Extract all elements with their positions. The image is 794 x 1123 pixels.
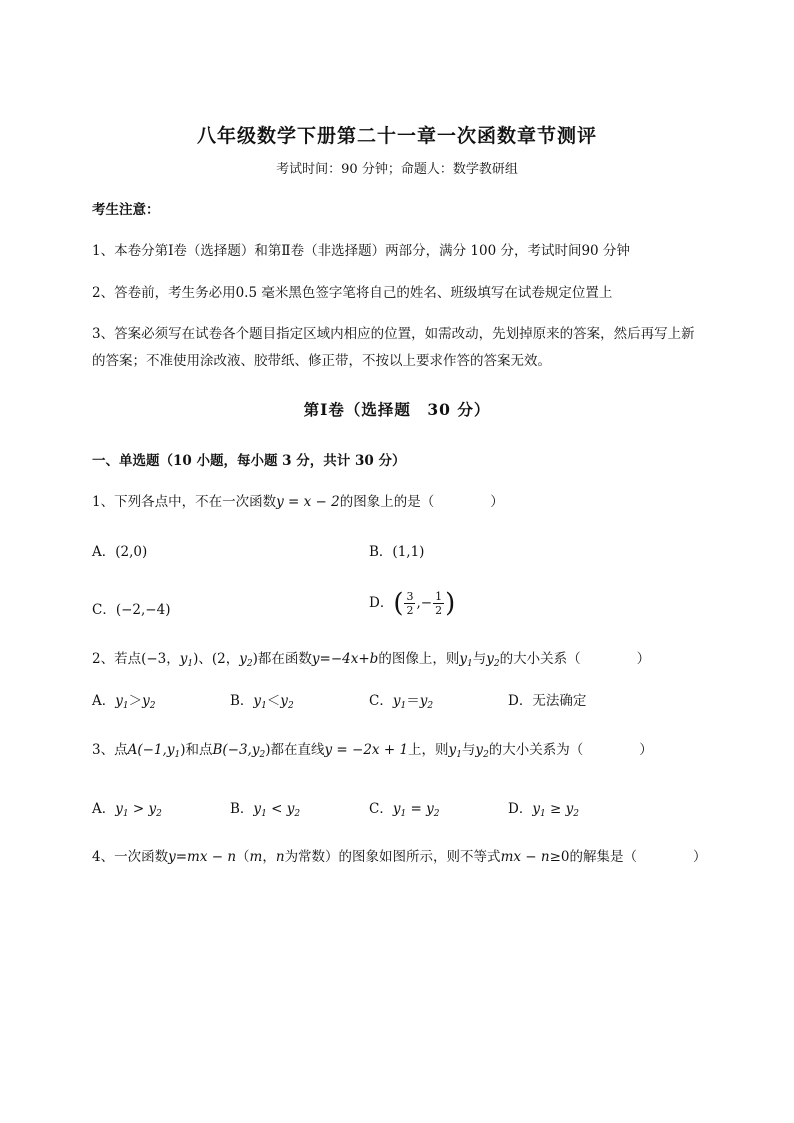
separator: ,− [416, 595, 433, 611]
var-y: y [286, 801, 295, 817]
subscript: 2 [483, 750, 489, 760]
option-value: 无法确定 [532, 693, 587, 709]
var-y: y [426, 801, 434, 817]
q4-formula: y=mx − n [168, 849, 237, 865]
option-label: D． [369, 595, 394, 611]
subscript: 2 [287, 701, 294, 711]
question-2 [92, 648, 752, 675]
option-label: B． [369, 544, 393, 560]
paren-close: ) [445, 588, 456, 619]
option-label: D． [508, 801, 533, 817]
numerator: 1 [435, 590, 443, 603]
question-4 [92, 846, 752, 868]
relation: = [406, 801, 427, 817]
point-b: B(−3, [212, 742, 252, 758]
subscript: 1 [400, 809, 407, 819]
q1-formula: y = x − 2 [276, 494, 340, 510]
q1-suffix: 的图象上的是（ [339, 494, 435, 510]
denominator: 2 [435, 604, 443, 617]
q2-option-b[interactable] [230, 690, 294, 717]
option-label: B． [230, 801, 254, 817]
q4-text: （ [236, 849, 250, 865]
q2-text: 2、若点(−3， [92, 651, 180, 667]
denominator: 2 [406, 604, 414, 617]
subscript: 1 [187, 659, 194, 669]
q2-text: )都在函数 [252, 651, 312, 667]
relation: ≥ [545, 801, 566, 817]
fraction [404, 590, 415, 617]
q4-text: 的解集是（ [569, 849, 637, 865]
fraction [433, 590, 444, 617]
option-label: C． [92, 602, 116, 618]
q2-formula: y=−4x+b [311, 651, 379, 667]
part-heading: 一、单选题（10 小题，每小题 3 分，共计 30 分） [92, 453, 406, 469]
var-y: y [251, 742, 260, 758]
var-y: y [486, 651, 494, 667]
q1-option-c[interactable] [92, 599, 170, 621]
relation: ＝ [406, 693, 420, 709]
var-y: y [115, 801, 123, 817]
var-y: y [459, 651, 467, 667]
q2-text: 的大小关系（ [499, 651, 581, 667]
q3-formula: y = −2x + 1 [324, 742, 409, 758]
option-label: D． [508, 693, 533, 709]
q3-option-a[interactable] [92, 798, 162, 825]
q3-option-d[interactable] [508, 798, 579, 825]
q3-text: 3、点 [92, 742, 128, 758]
subscript: 2 [493, 659, 500, 669]
subscript: 2 [156, 809, 162, 819]
relation: ＞ [128, 693, 143, 709]
subscript: 1 [400, 701, 407, 711]
notice-item-2: 2、答卷前，考生务必用0.5 毫米黑色签字笔将自己的姓名、班级填写在试卷规定位置上 [92, 285, 613, 301]
q1-option-a[interactable] [92, 541, 147, 563]
notice-item-1: 1、本卷分第Ⅰ卷（选择题）和第Ⅱ卷（非选择题）两部分，满分 100 分，考试时间90 分钟 [92, 243, 630, 259]
q4-inequality: mx − n [500, 849, 550, 865]
q4-text: 4、一次函数 [92, 849, 169, 865]
paren-open: ( [393, 588, 404, 619]
var-y: y [280, 693, 288, 709]
subscript: 2 [294, 809, 301, 819]
subscript: 1 [261, 701, 267, 711]
q3-text: 的大小关系为（ [488, 742, 584, 758]
relation: > [128, 801, 149, 817]
var-y: y [115, 693, 123, 709]
question-3 [92, 739, 752, 766]
notice-heading: 考生注意： [92, 202, 160, 218]
subscript: 1 [122, 701, 129, 711]
q1-option-d[interactable] [369, 590, 455, 617]
q2-close: ） [636, 651, 651, 667]
option-label: A． [92, 801, 116, 817]
q2-text: )、(2， [193, 651, 240, 667]
var-y: y [419, 693, 428, 709]
subscript: 2 [573, 809, 579, 819]
var-y: y [253, 693, 262, 709]
subscript: 2 [246, 659, 253, 669]
var-y: y [475, 742, 484, 758]
subscript: 1 [456, 750, 462, 760]
option-label: B． [230, 693, 254, 709]
notice-item-3-line-2: 的答案；不准使用涂改液、胶带纸、修正带，不按以上要求作答的答案无效。 [92, 353, 551, 369]
q1-close: ） [490, 494, 504, 510]
relation: < [266, 801, 287, 817]
page-subtitle: 考试时间：90 分钟；命题人：数学教研组 [276, 162, 518, 177]
option-value: (1,1) [392, 544, 425, 560]
option-label: C． [369, 693, 393, 709]
option-value: (2,0) [115, 544, 148, 560]
q3-text: 与 [461, 742, 476, 758]
subscript: 2 [427, 701, 434, 711]
var-y: y [142, 693, 150, 709]
section-title: 第Ⅰ卷（选择题 30 分） [303, 400, 491, 419]
var-y: y [532, 801, 540, 817]
q2-text: 的图像上，则 [378, 651, 460, 667]
q1-option-b[interactable] [369, 541, 424, 563]
var-y: y [179, 651, 188, 667]
notice-item-3-line-1: 3、答案必须写在试卷各个题目指定区域内相应的位置，如需改动，先划掉原来的答案，然后再写上新 [92, 326, 695, 342]
var-y: y [565, 801, 574, 817]
option-label: A． [92, 693, 116, 709]
var-m: m [249, 849, 263, 865]
var-y: y [239, 651, 247, 667]
q4-text: ， [262, 849, 276, 865]
q1-prefix: 1、下列各点中，不在一次函数 [92, 494, 277, 510]
subscript: 1 [261, 809, 267, 819]
var-n: n [275, 849, 285, 865]
q2-text: 与 [472, 651, 487, 667]
q3-option-c[interactable] [369, 798, 440, 825]
numerator: 3 [406, 590, 414, 603]
subscript: 1 [539, 809, 546, 819]
var-y: y [448, 742, 457, 758]
q2-option-c[interactable] [369, 690, 433, 717]
question-1 [92, 491, 752, 513]
point-a: A(−1, [127, 742, 167, 758]
page-title: 八年级数学下册第二十一章一次函数章节测评 [196, 125, 597, 147]
subscript: 1 [122, 809, 129, 819]
subscript: 1 [466, 659, 473, 669]
var-y: y [392, 801, 401, 817]
q3-close: ） [639, 742, 653, 758]
subscript: 2 [259, 750, 266, 760]
q4-text: 为常数）的图象如图所示，则不等式 [284, 849, 501, 865]
q3-text: )和点 [180, 742, 213, 758]
q4-close: ） [692, 849, 707, 865]
var-y: y [166, 742, 175, 758]
var-y: y [253, 801, 262, 817]
q3-option-b[interactable] [230, 798, 300, 825]
var-y: y [148, 801, 157, 817]
q4-inequality-rhs: ≥0 [549, 849, 570, 865]
subscript: 1 [174, 750, 181, 760]
q3-text: 上，则 [408, 742, 449, 758]
q2-option-d[interactable] [508, 690, 586, 712]
relation: ＜ [266, 693, 281, 709]
subscript: 2 [433, 809, 440, 819]
q2-option-a[interactable] [92, 690, 156, 717]
option-value: (−2,−4) [115, 602, 171, 618]
q3-text: )都在直线 [265, 742, 325, 758]
var-y: y [392, 693, 401, 709]
subscript: 2 [149, 701, 156, 711]
option-label: C． [369, 801, 393, 817]
option-label: A． [92, 544, 116, 560]
